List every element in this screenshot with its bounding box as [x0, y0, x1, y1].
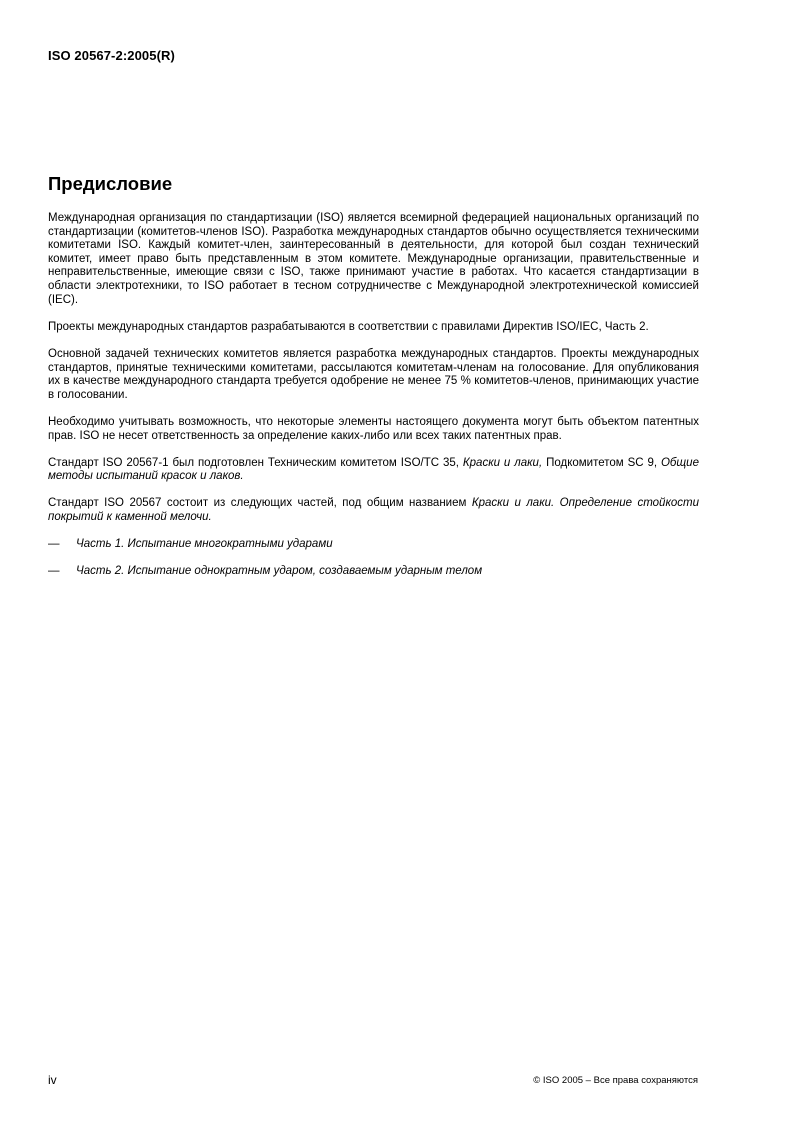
paragraph-iso-intro: Международная организация по стандартизации (ISO) является всемирной федерацией национальных организаций по стандартизации (комитетов-членов ISO). Разработка международных стандартов обычно осуществляется техническими комитетами ISO. Каждый комитет-член, заинтересованный в деятельности, для которой был создан технический комитет, имеет право быть представленным в этом комитете. Международные организации, правительственные и неправительственные, имеющие связи с ISO, также принимают участие в работах. Что касается стандартизации в области электротехники, то ISO работает в тесном сотрудничестве с Международной электротехнической комиссией (IEC).	[48, 212, 699, 306]
list-item	[48, 565, 699, 579]
general-title: Краски и лаки. Определение стойкости покрытий к каменной мелочи.	[48, 497, 699, 524]
list-dash: —	[48, 565, 60, 578]
paragraph-patents: Необходимо учитывать возможность, что некоторые элементы настоящего документа могут быть объектом патентных прав. ISO не несет ответственность за определение каких-либо или всех таких патентных прав.	[48, 415, 699, 442]
page-title: Предисловие	[48, 173, 173, 194]
part-1-title: Часть 1. Испытание многократными ударами	[76, 538, 333, 551]
page-number: iv	[48, 1073, 57, 1087]
part-2-title: Часть 2. Испытание однократным ударом, создаваемым ударным телом	[76, 565, 483, 578]
subcommittee-title: Общие методы испытаний красок и лаков.	[48, 456, 699, 483]
list-item	[48, 538, 699, 552]
paragraph-committees: Основной задачей технических комитетов является разработка международных стандартов. Проекты международных стандартов, принятые техническими комитетами, рассылаются комитетам-членам на голосование. Для опубликования их в качестве международного стандарта требуется одобрение не менее 75 % комитетов-членов, принимающих участие в голосовании.	[48, 347, 699, 401]
copyright-notice: © ISO 2005 – Все права сохраняются	[533, 1075, 698, 1086]
parts-intro-text: Стандарт ISO 20567 состоит из следующих частей, под общим названием	[48, 497, 472, 510]
foreword-body	[48, 212, 699, 593]
paragraph-prepared-by	[48, 457, 699, 484]
list-dash: —	[48, 538, 60, 551]
document-code: ISO 20567-2:2005(R)	[48, 48, 175, 63]
subcommittee-text: Подкомитетом SC 9,	[542, 456, 661, 469]
committee-title: Краски и лаки,	[462, 456, 543, 469]
prepared-by-text: Стандарт ISO 20567-1 был подготовлен Техническим комитетом ISO/TC 35,	[48, 456, 463, 469]
paragraph-directives: Проекты международных стандартов разрабатываются в соответствии с правилами Директив ISO/IEC, Часть 2.	[48, 320, 649, 333]
paragraph-parts-intro	[48, 497, 699, 524]
